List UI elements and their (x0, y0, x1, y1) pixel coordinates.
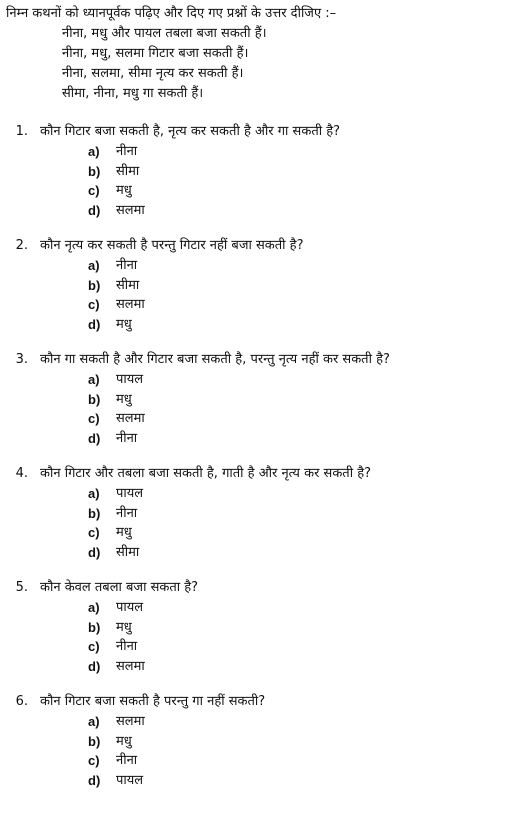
question-number: 4. (15, 466, 28, 481)
option-letter: d) (88, 202, 101, 218)
option-text: नीना (116, 430, 138, 446)
question-header (0, 122, 530, 142)
question-text: कौन नृत्य कर सकती है परन्तु गिटार नहीं बजा सकती है? (40, 238, 304, 253)
option-b[interactable] (0, 276, 530, 296)
option-c[interactable] (0, 751, 530, 771)
option-text: पायल (116, 486, 144, 501)
question-text: कौन केवल तबला बजा सकता है? (40, 580, 199, 595)
option-letter: b) (88, 163, 101, 179)
question-6 (0, 692, 530, 790)
option-text: मधु (116, 733, 132, 749)
option-letter: a) (88, 144, 100, 159)
option-d[interactable] (0, 315, 530, 335)
option-letter: a) (88, 258, 100, 273)
option-letter: b) (88, 733, 101, 749)
question-text: कौन गिटार और तबला बजा सकती है, गाती है और नृत्य कर सकती है? (40, 466, 372, 481)
option-letter: c) (88, 183, 100, 198)
question-number: 3. (15, 352, 28, 367)
question-text: कौन गा सकती है और गिटार बजा सकती है, परन्तु नृत्य नहीं कर सकती है? (40, 352, 390, 367)
option-letter: a) (88, 486, 100, 501)
option-b[interactable] (0, 618, 530, 638)
question-2 (0, 236, 530, 334)
option-text: सीमा (116, 163, 140, 179)
option-text: मधु (116, 183, 132, 198)
question-header (0, 692, 530, 712)
option-d[interactable] (0, 429, 530, 449)
option-letter: b) (88, 277, 101, 293)
option-text: नीना (116, 639, 138, 654)
option-b[interactable] (0, 162, 530, 182)
option-letter: c) (88, 753, 100, 768)
option-text: मधु (116, 619, 132, 635)
question-text: कौन गिटार बजा सकती है परन्तु गा नहीं सकती? (40, 694, 266, 709)
option-letter: c) (88, 525, 100, 540)
option-text: सलमा (116, 297, 145, 312)
statement-4: सीमा, नीना, मधु गा सकती हैं। (62, 86, 204, 101)
option-c[interactable] (0, 295, 530, 315)
option-text: नीना (116, 505, 138, 521)
question-1 (0, 122, 530, 220)
option-text: मधु (116, 391, 132, 407)
option-text: पायल (116, 600, 144, 615)
questions-list (0, 122, 530, 806)
option-b[interactable] (0, 504, 530, 524)
question-header (0, 236, 530, 256)
option-letter: d) (88, 544, 101, 560)
option-letter: c) (88, 297, 100, 312)
statements-list (6, 24, 526, 104)
option-text: सलमा (116, 658, 145, 674)
option-letter: c) (88, 411, 100, 426)
statement-2: नीना, मधु, सलमा गिटार बजा सकती हैं। (62, 46, 249, 61)
question-number: 1. (15, 124, 28, 139)
option-c[interactable] (0, 181, 530, 201)
option-b[interactable] (0, 732, 530, 752)
option-letter: d) (88, 658, 101, 674)
instruction-text: निम्न कथनों को ध्यानपूर्वक पढ़िए और दिए गए प्रश्नों के उत्तर दीजिए :– (6, 6, 337, 21)
option-c[interactable] (0, 409, 530, 429)
option-a[interactable] (0, 370, 530, 390)
statement-3: नीना, सलमा, सीमा नृत्य कर सकती हैं। (62, 66, 244, 81)
question-3 (0, 350, 530, 448)
option-letter: d) (88, 430, 101, 446)
option-letter: a) (88, 600, 100, 615)
question-number: 2. (15, 238, 28, 253)
question-number: 5. (15, 580, 28, 595)
question-header (0, 350, 530, 370)
question-header (0, 578, 530, 598)
option-a[interactable] (0, 256, 530, 276)
question-5 (0, 578, 530, 676)
question-number: 6. (15, 694, 28, 709)
option-text: नीना (116, 258, 138, 273)
option-d[interactable] (0, 201, 530, 221)
intro-section (6, 4, 526, 104)
option-a[interactable] (0, 712, 530, 732)
option-text: पायल (116, 372, 144, 387)
option-letter: b) (88, 391, 101, 407)
option-letter: d) (88, 772, 101, 788)
option-text: नीना (116, 753, 138, 768)
option-text: पायल (116, 772, 144, 788)
option-text: सीमा (116, 544, 140, 560)
option-text: मधु (116, 316, 132, 332)
option-a[interactable] (0, 598, 530, 618)
statement-1: नीना, मधु और पायल तबला बजा सकती हैं। (62, 26, 267, 41)
question-4 (0, 464, 530, 562)
option-text: सलमा (116, 714, 145, 729)
option-d[interactable] (0, 771, 530, 791)
option-c[interactable] (0, 523, 530, 543)
option-text: सीमा (116, 277, 140, 293)
option-a[interactable] (0, 142, 530, 162)
option-letter: d) (88, 316, 101, 332)
option-d[interactable] (0, 543, 530, 563)
option-letter: b) (88, 505, 101, 521)
option-c[interactable] (0, 637, 530, 657)
option-letter: a) (88, 372, 100, 387)
option-b[interactable] (0, 390, 530, 410)
option-text: सलमा (116, 411, 145, 426)
option-text: नीना (116, 144, 138, 159)
option-letter: c) (88, 639, 100, 654)
question-header (0, 464, 530, 484)
option-letter: a) (88, 714, 100, 729)
option-letter: b) (88, 619, 101, 635)
option-d[interactable] (0, 657, 530, 677)
question-text: कौन गिटार बजा सकती है, नृत्य कर सकती है और गा सकती है? (40, 124, 341, 139)
option-a[interactable] (0, 484, 530, 504)
option-text: मधु (116, 525, 132, 540)
option-text: सलमा (116, 202, 145, 218)
